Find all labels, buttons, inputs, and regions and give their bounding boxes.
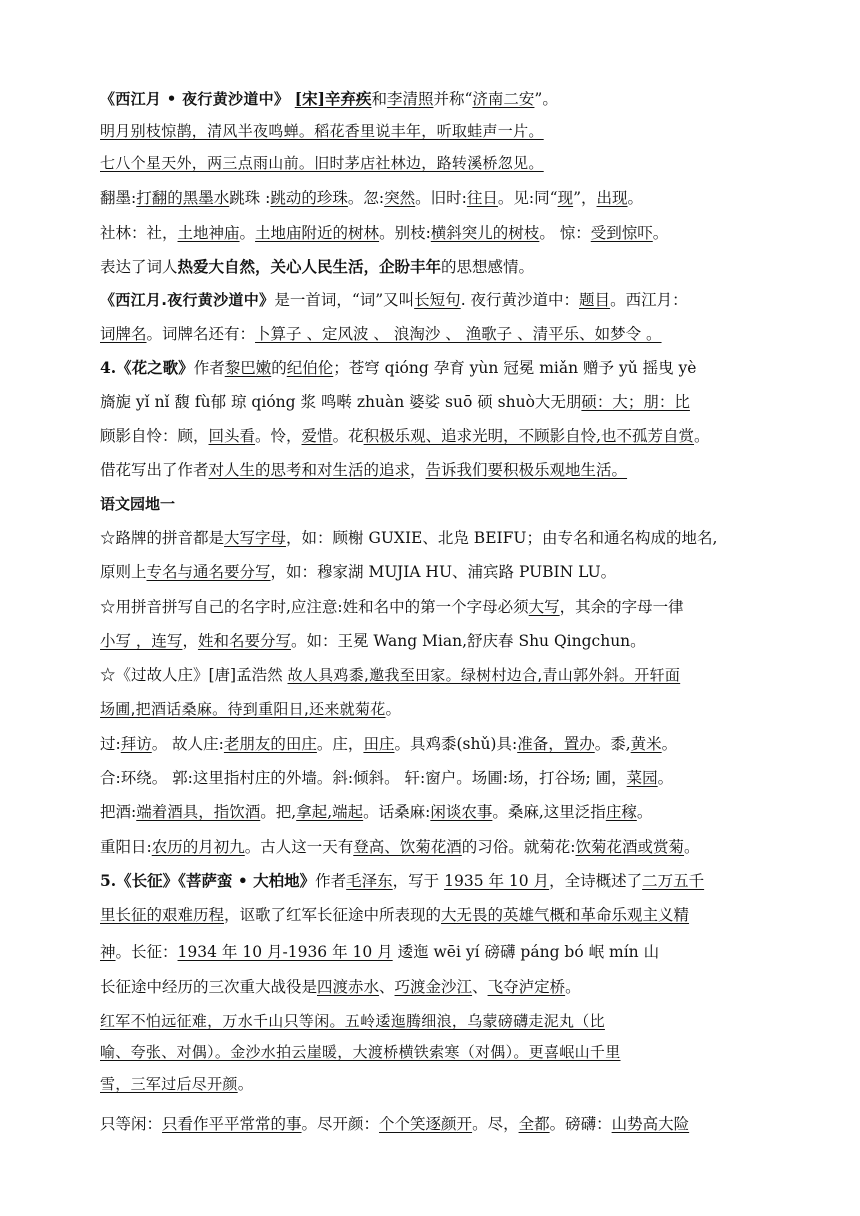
text-segment: 回头看 (208, 427, 256, 445)
text-segment: 饮菊花酒或赏菊 (575, 838, 685, 856)
text-segment: 。怜， (255, 427, 302, 445)
text-segment: 把酒: (100, 803, 137, 821)
text-segment: 。桑麻,这里泛指 (492, 803, 606, 821)
text-segment: 。把, (260, 803, 297, 821)
text-segment: 黎巴嫩 (224, 359, 272, 377)
text-segment: 对人生的思考和对生活的追求 (208, 461, 411, 479)
text-segment: 并称“ (433, 90, 473, 108)
text-segment: 大写 (528, 598, 560, 616)
text-segment: ， (410, 461, 426, 479)
text-segment: 。古人这一天有 (244, 838, 354, 856)
text-line (100, 222, 768, 244)
text-segment: ☆用拼音拼写自己的名字时,应注意:姓和名中的第一个字母必须 (100, 598, 529, 616)
text-segment: 长短句 (414, 291, 461, 309)
text-segment: 、 (472, 978, 488, 996)
text-segment: ”。 (534, 90, 558, 108)
text-segment: ，写于 (392, 872, 445, 890)
text-line (100, 88, 768, 110)
text-segment: 。 (239, 224, 256, 242)
text-line (100, 561, 768, 583)
text-segment: 突然 (384, 189, 416, 207)
text-segment: 。西江月： (610, 291, 688, 309)
text-segment: 、 (379, 978, 395, 996)
text-segment: 。长征： (115, 943, 178, 961)
text-segment: ，如：穆家湖 MUJIA HU、浦宾路 PUBIN LU。 (270, 563, 617, 581)
text-segment: 。旧时: (415, 189, 467, 207)
section-heading (100, 493, 768, 515)
text-line (100, 459, 768, 481)
text-line (100, 357, 768, 379)
text-segment: 现 (557, 189, 574, 207)
text-segment: ☆路牌的拼音都是 (100, 529, 225, 547)
text-segment: 原则上 (100, 563, 147, 581)
text-segment: . 夜行黄沙道中： (460, 291, 580, 309)
text-segment: 。 (627, 189, 644, 207)
text-segment: 闲谈农事 (430, 803, 493, 821)
text-segment: 爱惜 (301, 427, 333, 445)
text-segment: 4.《花之歌》 (100, 358, 194, 377)
text-segment: 过: (100, 735, 121, 753)
text-segment: 神 (100, 943, 116, 961)
text-segment: 姓和名要分写 (197, 632, 291, 650)
text-segment: 只看作平平常常的事 (162, 1115, 302, 1133)
text-segment: ，讴歌了红军长征途中所表现的 (224, 906, 442, 924)
text-segment: 。 (661, 735, 678, 753)
text-segment: 是一首词，“词”又叫 (274, 291, 415, 309)
text-segment: 告诉我们要积极乐观地生活。 (425, 461, 628, 479)
text-segment: 1934 年 10 月-1936 年 10 月 (177, 943, 393, 961)
text-segment: ，全诗概述了 (549, 872, 643, 890)
text-segment: 拿起,端起 (296, 803, 364, 821)
text-segment: 。 故人庄: (151, 735, 224, 753)
text-line (100, 289, 768, 311)
text-segment: 。 (684, 838, 700, 856)
text-line (100, 256, 768, 278)
text-segment: 四渡赤水 (317, 978, 380, 996)
text-segment: 旖旎 yǐ nǐ 馥 fù郁 琼 qióng 浆 鸣啭 zhuàn 婆娑 suō 硕 shuò大无朋 (100, 393, 582, 411)
text-segment: 打翻的黑墨水 (136, 189, 230, 207)
text-segment: 大无畏的英雄气概和革命乐观主义精 (441, 906, 690, 924)
text-segment: 明月别枝惊鹊，清风半夜鸣蝉。稻花香里说丰年，听取蛙声一片。 (100, 122, 544, 140)
text-line (100, 1073, 768, 1095)
text-line (100, 527, 768, 549)
text-segment: ；苍穹 qióng 孕育 yùn 冠冕 miǎn 赠予 yǔ 摇曳 yè (333, 359, 697, 377)
text-line (100, 391, 768, 413)
text-segment: 。 (636, 803, 653, 821)
text-segment: 飞夺泸定桥 (487, 978, 566, 996)
text-segment: 红军不怕远征难，万水千山只等闲。五岭逶迤腾细浪，乌蒙磅礴走泥丸（比 (100, 1012, 605, 1030)
text-segment: 雪，三军过后尽开颜 (100, 1075, 238, 1093)
text-segment: 大写字母 (224, 529, 287, 547)
text-line (100, 904, 768, 926)
text-segment: 小写 ，连写 (100, 632, 183, 650)
text-segment: 二万五千 (642, 872, 705, 890)
text-segment: 积极乐观、追求光明，不顾影自怜,也不孤芳自赏 (363, 427, 695, 445)
text-segment: 逶迤 wēi yí 磅礴 páng bó 岷 mín 山 (392, 943, 660, 961)
text-segment: 纪伯伦 (286, 359, 334, 377)
text-segment: 。见:同“ (497, 189, 558, 207)
text-segment: ”， (573, 189, 597, 207)
text-segment: 专名与通名要分写 (146, 563, 271, 581)
text-segment: 硕：大；朋：比 (581, 393, 690, 411)
text-segment: 济南二安 (472, 90, 535, 108)
text-segment: 翻墨: (100, 189, 137, 207)
text-line (100, 425, 768, 447)
text-segment: 巧渡金沙江 (394, 978, 473, 996)
text-segment: 。花 (332, 427, 364, 445)
text-segment: 喻、夸张、对偶）。金沙水拍云崖暖，大渡桥横铁索寒（对偶）。更喜岷山千里 (100, 1043, 621, 1061)
text-segment: 。 (657, 769, 674, 787)
text-segment: 。 (565, 978, 581, 996)
text-segment: 。话桑麻: (363, 803, 431, 821)
text-segment: 。 (237, 1075, 254, 1093)
text-segment: 热爱大自然，关心人民生活，企盼丰年 (177, 257, 442, 276)
text-segment: 横斜突儿的树枝 (430, 224, 540, 242)
text-segment: 题目 (579, 291, 611, 309)
text-segment: 。如：王冕 Wang Mian,舒庆春 Shu Qingchun。 (290, 632, 646, 650)
text-segment: 山势高大险 (611, 1115, 690, 1133)
text-segment: 的习俗。就菊花: (461, 838, 576, 856)
text-segment: 表达了词人 (100, 258, 178, 276)
text-segment: 。 (652, 224, 669, 242)
text-segment: 。 (385, 700, 402, 718)
text-segment: 的 (271, 359, 287, 377)
text-segment: 田庄 (363, 735, 395, 753)
text-segment: 词牌名 (100, 325, 147, 343)
text-segment: 菜园 (626, 769, 658, 787)
text-segment: 。尽， (472, 1115, 519, 1133)
text-segment: 。尽开颜： (301, 1115, 380, 1133)
text-segment: 跳珠 : (229, 189, 271, 207)
text-segment: 1935 年 10 月 (444, 872, 550, 890)
text-line (100, 664, 768, 686)
text-segment: 。黍, (594, 735, 631, 753)
text-segment: 《西江月 • 夜行黄沙道中》 (100, 90, 295, 108)
text-segment: 重阳日: (100, 838, 152, 856)
text-line (100, 187, 768, 209)
text-line (100, 801, 768, 823)
text-segment: 场圃,把酒话桑麻。待到重阳日,还来就菊花 (100, 700, 386, 718)
text-segment: 和 (371, 90, 387, 108)
text-segment: 合:环绕。 郭:这里指村庄的外墙。斜:倾斜。 轩:窗户。场圃:场，打谷场; 圃， (100, 769, 627, 787)
text-segment: ☆《过故人庄》[唐]孟浩然 (100, 666, 288, 684)
text-segment: 。具鸡黍(shǔ)具: (394, 735, 518, 753)
text-segment: 土地神庙 (177, 224, 240, 242)
text-segment: 借花写出了作者 (100, 461, 209, 479)
text-segment: 故人具鸡黍,邀我至田家。绿树村边合,青山郭外斜。开轩面 (287, 666, 681, 684)
text-segment: 顾影自怜：顾， (100, 427, 209, 445)
text-segment: 。词牌名还有： (146, 325, 256, 343)
text-segment: 出现 (596, 189, 628, 207)
text-segment: 只等闲： (100, 1115, 163, 1133)
text-segment: 。别枝: (379, 224, 431, 242)
text-segment: 。庄， (316, 735, 364, 753)
text-line (100, 836, 768, 858)
text-segment: 作者 (193, 359, 225, 377)
text-segment: 《西江月.夜行黄沙道中》 (100, 291, 275, 309)
text-line (100, 1113, 768, 1135)
text-segment: ，其余的字母一律 (559, 598, 684, 616)
text-segment: 长征途中经历的三次重大战役是 (100, 978, 318, 996)
text-segment: [宋]辛弃疾 (294, 89, 372, 108)
text-segment: 端着酒具，指饮酒 (136, 803, 261, 821)
text-segment: 毛泽东 (346, 872, 393, 890)
text-segment: 准备，置办 (517, 735, 595, 753)
text-line (100, 630, 768, 652)
text-segment: 。 惊： (539, 224, 591, 242)
text-segment: 往日 (466, 189, 498, 207)
text-segment: 七八个星天外，两三点雨山前。旧时茅店社林边，路转溪桥忽见。 (100, 154, 544, 172)
text-segment: 登高、饮菊花酒 (353, 838, 462, 856)
text-segment: 个个笑逐颜开 (379, 1115, 473, 1133)
text-segment: 农历的月初九 (151, 838, 245, 856)
text-segment: 作者 (315, 872, 347, 890)
text-line (100, 698, 768, 720)
text-line (100, 1041, 768, 1063)
text-segment: 土地庙附近的树林 (255, 224, 380, 242)
text-line (100, 120, 768, 142)
text-line (100, 870, 768, 892)
text-segment: ， (182, 632, 198, 650)
text-segment: 卜算子 、定风波 、 浪淘沙 、 渔歌子 、清平乐、如梦令 。 (255, 325, 662, 343)
text-segment: 语文园地一 (100, 495, 176, 513)
text-line (100, 733, 768, 755)
text-segment: 里长征的艰难历程 (100, 906, 225, 924)
text-segment: 的思想感情。 (441, 258, 535, 276)
text-segment: 拜访 (120, 735, 152, 753)
text-line (100, 976, 768, 998)
text-segment: 跳动的珍珠 (270, 189, 348, 207)
text-segment: 黄米 (630, 735, 662, 753)
text-segment: 5.《长征》《菩萨蛮 • 大柏地》 (100, 871, 316, 890)
text-segment: 。忽: (347, 189, 385, 207)
text-line (100, 596, 768, 618)
text-line (100, 767, 768, 789)
text-line (100, 152, 768, 174)
text-segment: 全都 (518, 1115, 550, 1133)
text-line (100, 323, 768, 345)
text-segment: 。磅礴： (549, 1115, 612, 1133)
text-segment: 。 (694, 427, 710, 445)
text-segment: 老朋友的田庄 (223, 735, 317, 753)
text-segment: 社林：社， (100, 224, 178, 242)
text-segment: 受到惊吓 (590, 224, 653, 242)
text-segment: 庄稼 (605, 803, 637, 821)
text-line (100, 941, 768, 963)
text-segment: 李清照 (386, 90, 434, 108)
text-line (100, 1010, 768, 1032)
text-segment: ，如：顾榭 GUXIE、北凫 BEIFU；由专名和通名构成的地名, (286, 529, 718, 547)
